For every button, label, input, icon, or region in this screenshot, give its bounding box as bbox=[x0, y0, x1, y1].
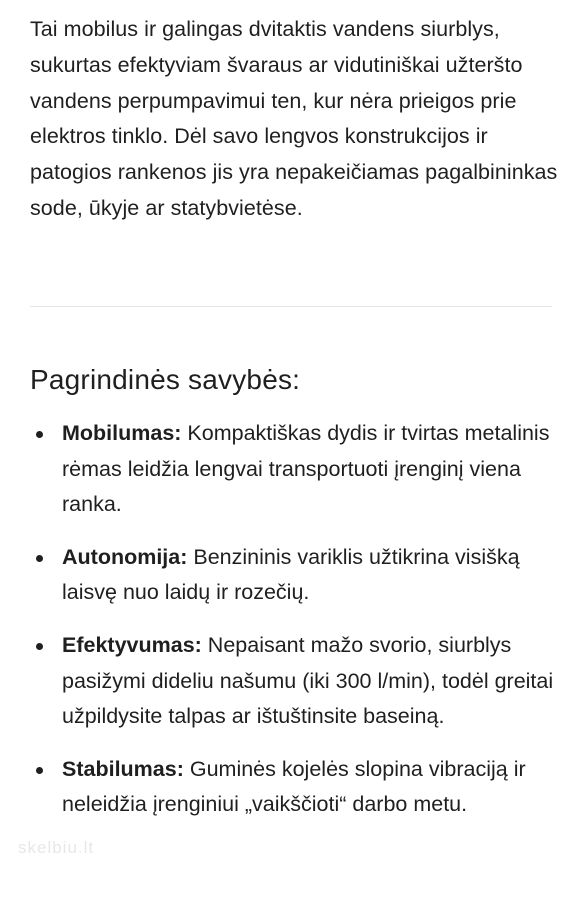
feature-text: Benzininis variklis užtikrina visišką laisvę nuo laidų ir rozečių. bbox=[62, 544, 520, 605]
section-divider bbox=[30, 306, 552, 307]
feature-text: Guminės kojelės slopina vibraciją ir neleidžia įrenginiui „vaikščioti“ darbo metu. bbox=[62, 756, 526, 817]
feature-efficiency bbox=[0, 628, 581, 735]
bullet-icon bbox=[36, 767, 43, 774]
bullet-icon bbox=[36, 643, 43, 650]
intro-paragraph: Tai mobilus ir galingas dvitaktis vandens siurblys, sukurtas efektyviam švaraus ar vidutiniškai užteršto vandens perpumpavimui ten, kur nėra prieigos prie elektros tinklo. Dėl savo lengvos konstrukcijos ir patogios rankenos jis yra nepakeičiamas pagalbininkas sode, ūkyje ar statybvietėse. bbox=[30, 17, 558, 220]
feature-term: Autonomija: bbox=[62, 544, 188, 569]
feature-text: Kompaktiškas dydis ir tvirtas metalinis rėmas leidžia lengvai transportuoti įrenginį viena ranka. bbox=[62, 421, 550, 517]
feature-autonomy bbox=[0, 540, 581, 611]
feature-mobility bbox=[0, 416, 581, 523]
watermark: skelbiu.lt bbox=[18, 838, 95, 857]
bullet-icon bbox=[36, 555, 43, 562]
feature-term: Stabilumas: bbox=[62, 756, 184, 781]
feature-text: Nepaisant mažo svorio, siurblys pasižymi dideliu našumu (iki 300 l/min), todėl greitai užpildysite talpas ar ištuštinsite baseiną. bbox=[62, 632, 554, 729]
bullet-icon bbox=[36, 431, 43, 438]
features-list bbox=[0, 416, 581, 840]
feature-stability bbox=[0, 752, 581, 823]
features-heading: Pagrindinės savybės: bbox=[30, 364, 301, 395]
feature-term: Efektyvumas: bbox=[62, 632, 202, 657]
feature-term: Mobilumas: bbox=[62, 421, 182, 445]
